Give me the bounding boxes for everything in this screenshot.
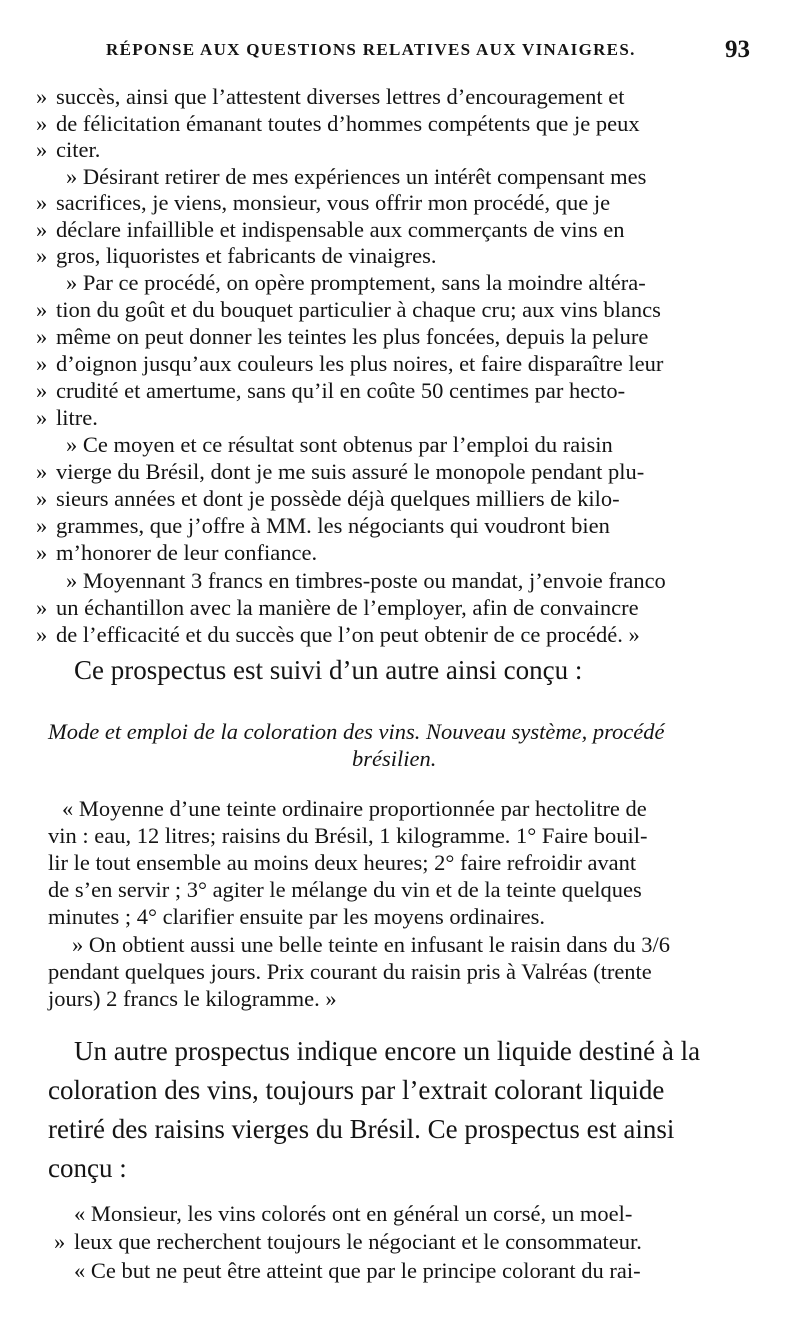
text-line: » litre. [36, 405, 98, 430]
quote-mark: » [36, 622, 48, 647]
quote-mark: » [36, 190, 48, 215]
quote-mark: » [36, 378, 48, 403]
quote-mark: » [36, 513, 48, 538]
text-line: » vierge du Brésil, dont je me suis assuré le monopole pendant plu- [36, 459, 645, 484]
text-line: de s’en servir ; 3° agiter le mélange du vin et de la teinte quelques [48, 877, 642, 902]
text-line: » Ce moyen et ce résultat sont obtenus par l’emploi du raisin [66, 432, 613, 457]
text-line: minutes ; 4° clarifier ensuite par les moyens ordinaires. [48, 904, 545, 929]
text-line: » d’oignon jusqu’aux couleurs les plus noires, et faire disparaître leur [36, 351, 664, 376]
text-line: » déclare infaillible et indispensable aux commerçants de vins en [36, 217, 625, 242]
text-line: jours) 2 francs le kilogramme. » [48, 986, 337, 1011]
quote-mark: » [36, 540, 48, 565]
text-line: » On obtient aussi une belle teinte en infusant le raisin dans du 3/6 [72, 932, 670, 957]
text-line: lir le tout ensemble au moins deux heures; 2° faire refroidir avant [48, 850, 637, 875]
text-line: » un échantillon avec la manière de l’employer, afin de convaincre [36, 595, 639, 620]
quote-mark: » [36, 324, 48, 349]
text-line: vin : eau, 12 litres; raisins du Brésil, 1 kilogramme. 1° Faire bouil- [48, 823, 648, 848]
text-line: » même on peut donner les teintes les plus foncées, depuis la pelure [36, 324, 649, 349]
text-line: » sacrifices, je viens, monsieur, vous offrir mon procédé, que je [36, 190, 611, 215]
text-line: » de félicitation émanant toutes d’hommes compétents que je peux [36, 111, 640, 136]
text-line: conçu : [48, 1153, 127, 1183]
quote-mark: » [36, 595, 48, 620]
text-line: » tion du goût et du bouquet particulier à chaque cru; aux vins blancs [36, 297, 661, 322]
quote-mark: » [36, 486, 48, 511]
text-line: » Moyennant 3 francs en timbres-poste ou mandat, j’envoie franco [66, 568, 666, 593]
text-line: » Désirant retirer de mes expériences un intérêt compensant mes [66, 164, 647, 189]
text-line: » crudité et amertume, sans qu’il en coûte 50 centimes par hecto- [36, 378, 626, 403]
text-line: » citer. [36, 137, 101, 162]
text-line: » grammes, que j’offre à MM. les négociants qui voudront bien [36, 513, 610, 538]
quote-mark: » [36, 459, 48, 484]
text-line: » gros, liquoristes et fabricants de vinaigres. [36, 243, 437, 268]
text-line: Ce prospectus est suivi d’un autre ainsi conçu : [74, 655, 583, 685]
text-line: « Moyenne d’une teinte ordinaire proportionnée par hectolitre de [62, 796, 647, 821]
page-header [100, 36, 750, 72]
text-line: » Par ce procédé, on opère promptement, sans la moindre altéra- [66, 270, 646, 295]
quote-mark: » [36, 111, 48, 136]
section-heading: brésilien. [352, 746, 437, 771]
quote-mark: » [36, 243, 48, 268]
quote-mark: » [36, 137, 48, 162]
text-line: » leux que recherchent toujours le négociant et le consommateur. [54, 1229, 642, 1254]
text-line: Un autre prospectus indique encore un liquide destiné à la [74, 1036, 701, 1066]
text-line: retiré des raisins vierges du Brésil. Ce prospectus est ainsi [48, 1114, 675, 1144]
running-title: RÉPONSE AUX QUESTIONS RELATIVES AUX VINAIGRES. [106, 40, 636, 59]
text-line: pendant quelques jours. Prix courant du raisin pris à Valréas (trente [48, 959, 652, 984]
quote-mark: » [36, 405, 48, 430]
quote-mark: » [36, 217, 48, 242]
text-line: » succès, ainsi que l’attestent diverses lettres d’encouragement et [36, 84, 625, 109]
text-line: » sieurs années et dont je possède déjà quelques milliers de kilo- [36, 486, 620, 511]
quote-mark: » [36, 297, 48, 322]
quote-mark: » [36, 351, 48, 376]
section-heading: Mode et emploi de la coloration des vins. Nouveau système, procédé [48, 719, 665, 744]
page-number: 93 [725, 36, 750, 63]
quote-mark: » [36, 84, 48, 109]
quote-mark: » [54, 1229, 66, 1254]
text-line: » m’honorer de leur confiance. [36, 540, 318, 565]
text-line: » de l’efficacité et du succès que l’on peut obtenir de ce procédé. » [36, 622, 640, 647]
text-line: « Monsieur, les vins colorés ont en général un corsé, un moel- [74, 1201, 633, 1226]
text-line: « Ce but ne peut être atteint que par le principe colorant du rai- [74, 1258, 641, 1283]
text-line: coloration des vins, toujours par l’extrait colorant liquide [48, 1075, 665, 1105]
